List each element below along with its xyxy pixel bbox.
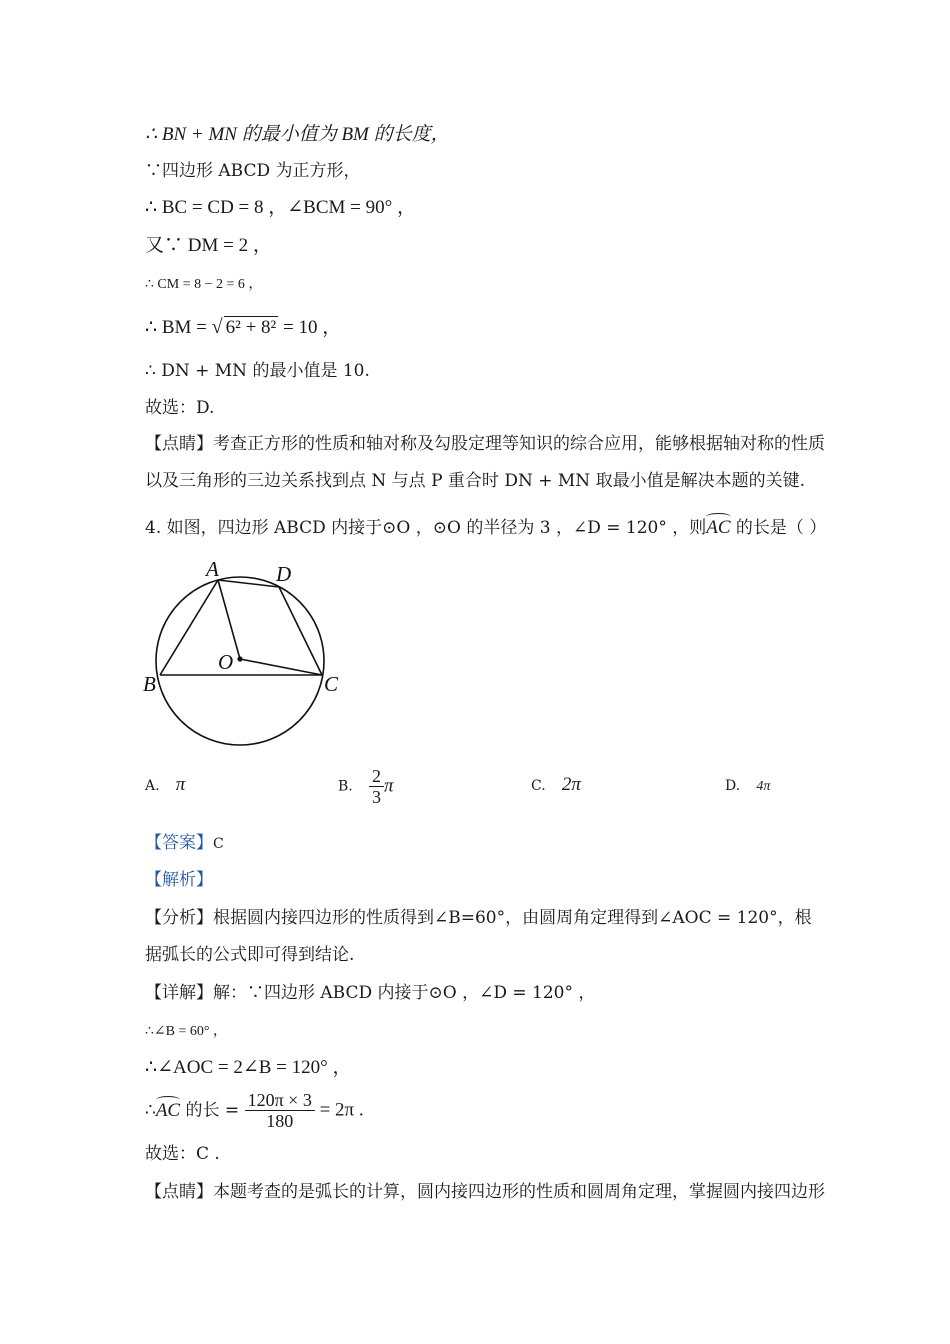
answer-line: 【答案】C (145, 833, 224, 853)
solution-line-5: ∴ CM = 8 − 2 = 6 ， (145, 277, 263, 292)
option-d[interactable]: D. 4π (725, 778, 771, 794)
fenxi-line-1: 【分析】根据圆内接四边形的性质得到∠B=60°，由圆周角定理得到∠AOC = 120°，根 (145, 908, 812, 928)
solution-line-7: ∴ DN + MN 的最小值是 10. (145, 361, 370, 381)
label-c: C (324, 672, 339, 696)
analysis-tag: 【解析】 (145, 870, 213, 890)
dianjing-line-1: 【点睛】考查正方形的性质和轴对称及勾股定理等知识的综合应用，能够根据轴对称的性质 (145, 434, 825, 454)
sqrt-expression: √ 6² + 8² (211, 316, 277, 338)
solution-line-1: ∴ BN + MN 的最小值为 BM 的长度， (145, 124, 450, 145)
circle-figure (140, 555, 350, 755)
detail-line: 【详解】解：∵四边形 ABCD 内接于⊙O ，∠D = 120° ， (145, 983, 596, 1003)
fenxi-line-2: 据弧长的公式即可得到结论. (145, 945, 355, 965)
option-b[interactable]: B. $\frac{2}{3}$ π (338, 766, 394, 807)
dianjing-final: 【点睛】本题考查的是弧长的计算，圆内接四边形的性质和圆周角定理，掌握圆内接四边形 (145, 1182, 825, 1202)
question-4: 4. 如图，四边形 ABCD 内接于⊙O ，⊙O 的半径为 3 ，∠D = 120° ，则AC 的长是（ ） (145, 517, 827, 538)
label-b: B (143, 672, 156, 696)
arc-ac: AC (706, 517, 731, 538)
solution-line-3: ∴ BC = CD = 8 ，∠BCM = 90° ， (145, 197, 416, 218)
label-d: D (276, 562, 292, 586)
solution-line-4: 又∵ DM = 2 ， (145, 235, 272, 256)
solution-line-2: ∵四边形 ABCD 为正方形， (145, 161, 361, 181)
label-a: A (206, 557, 219, 581)
step-3: ∴AC 的长 = $\frac{120\pi \times 3}{180}$ = 2π . (145, 1090, 364, 1131)
label-o: O (218, 650, 234, 674)
solution-line-8: 故选：D. (145, 398, 215, 418)
choice-line: 故选：C . (145, 1144, 220, 1164)
option-a[interactable]: A. π (145, 774, 186, 795)
step-1: ∴∠B = 60° ， (145, 1024, 227, 1039)
option-c[interactable]: C. 2π (531, 774, 581, 795)
step-2: ∴∠AOC = 2∠B = 120° ， (145, 1057, 352, 1078)
dianjing-line-2: 以及三角形的三边关系找到点 N 与点 P 重合时 DN + MN 取最小值是解决本题的关键. (145, 471, 805, 491)
solution-line-6: ∴ BM = √ 6² + 8² = 10 ， (145, 316, 342, 338)
